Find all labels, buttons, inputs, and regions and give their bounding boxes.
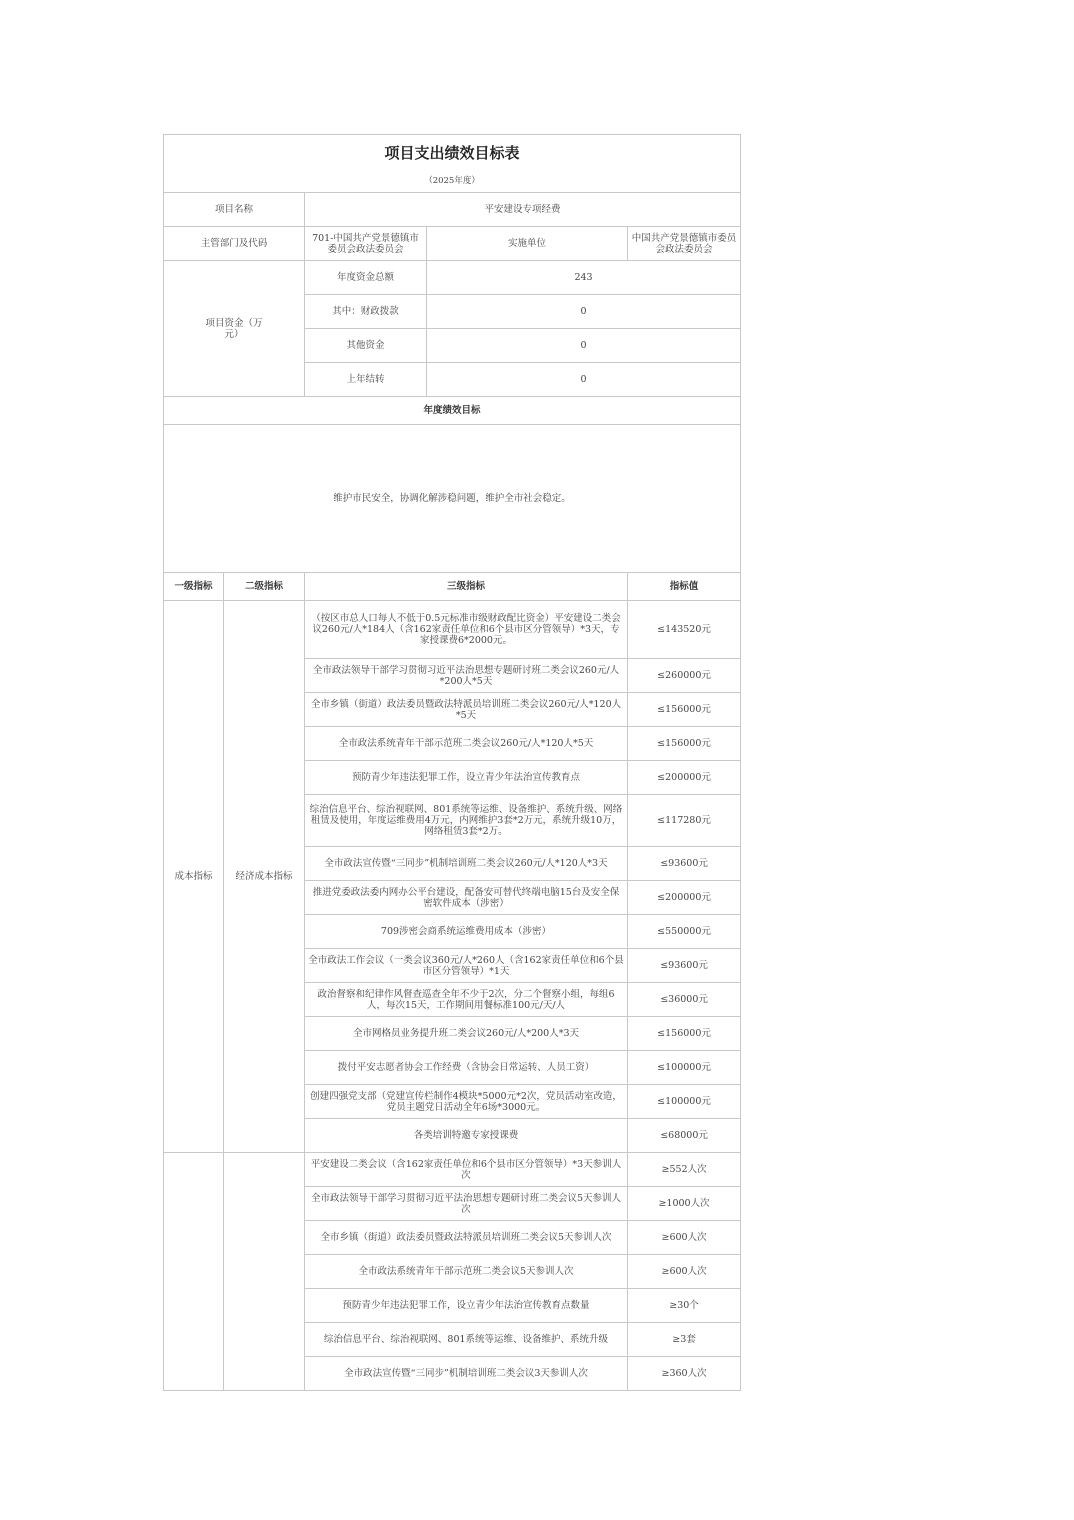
header-level1: 一级指标 xyxy=(164,573,224,601)
indicator-name: 709涉密会商系统运维费用成本（涉密） xyxy=(305,915,628,949)
annual-goal-text: 维护市民安全，协调化解涉稳问题，维护全市社会稳定。 xyxy=(164,425,741,573)
indicator-value: ≤200000元 xyxy=(628,761,741,795)
cost-level1: 成本指标 xyxy=(164,601,224,1153)
year-label: （2025年度） xyxy=(164,172,741,193)
indicator-value: ≤93600元 xyxy=(628,847,741,881)
output-level2 xyxy=(224,1153,305,1391)
indicator-value: ≥600人次 xyxy=(628,1255,741,1289)
indicator-name: 创建四强党支部（党建宣传栏制作4模块*5000元*2次，党员活动室改造，党员主题党日活动全年6场*3000元。 xyxy=(305,1085,628,1119)
fund-row-value: 0 xyxy=(427,329,741,363)
fund-row-label: 其他资金 xyxy=(305,329,427,363)
indicator-value: ≤550000元 xyxy=(628,915,741,949)
indicator-name: （按区市总人口每人不低于0.5元标准市级财政配比资金）平安建设二类会议260元/人*184人（含162家责任单位和6个县市区分管领导）*3天，专家授课费6*2000元。 xyxy=(305,601,628,659)
header-level2: 二级指标 xyxy=(224,573,305,601)
output-level1 xyxy=(164,1153,224,1391)
indicator-name: 全市政法系统青年干部示范班二类会议260元/人*120人*5天 xyxy=(305,727,628,761)
dept-label: 主管部门及代码 xyxy=(164,227,305,261)
performance-target-table xyxy=(163,134,741,1391)
fund-row-value: 0 xyxy=(427,295,741,329)
header-value: 指标值 xyxy=(628,573,741,601)
indicator-name: 全市乡镇（街道）政法委员暨政法特派员培训班二类会议260元/人*120人*5天 xyxy=(305,693,628,727)
fund-row-label: 年度资金总额 xyxy=(305,261,427,295)
indicator-name: 各类培训特邀专家授课费 xyxy=(305,1119,628,1153)
indicator-value: ≤156000元 xyxy=(628,1017,741,1051)
impl-unit-value: 中国共产党景德镇市委员会政法委员会 xyxy=(628,227,741,261)
indicator-value: ≤100000元 xyxy=(628,1085,741,1119)
indicator-value: ≤156000元 xyxy=(628,727,741,761)
fund-row-label: 上年结转 xyxy=(305,363,427,397)
performance-target-sheet xyxy=(163,134,740,1391)
indicator-name: 推进党委政法委内网办公平台建设，配备安可替代终端电脑15台及安全保密软件成本（涉密） xyxy=(305,881,628,915)
indicator-name: 平安建设二类会议（含162家责任单位和6个县市区分管领导）*3天参训人次 xyxy=(305,1153,628,1187)
indicator-value: ≥360人次 xyxy=(628,1357,741,1391)
indicator-name: 预防青少年违法犯罪工作，设立青少年法治宣传教育点数量 xyxy=(305,1289,628,1323)
indicator-value: ≤68000元 xyxy=(628,1119,741,1153)
indicator-value: ≤156000元 xyxy=(628,693,741,727)
project-name-value: 平安建设专项经费 xyxy=(305,193,741,227)
annual-goal-label: 年度绩效目标 xyxy=(164,397,741,425)
indicator-name: 全市政法宣传暨“三同步”机制培训班二类会议260元/人*120人*3天 xyxy=(305,847,628,881)
indicator-name: 预防青少年违法犯罪工作，设立青少年法治宣传教育点 xyxy=(305,761,628,795)
indicator-value: ≤36000元 xyxy=(628,983,741,1017)
fund-row-label: 其中：财政拨款 xyxy=(305,295,427,329)
indicator-name: 全市政法领导干部学习贯彻习近平法治思想专题研讨班二类会议260元/人*200人*5天 xyxy=(305,659,628,693)
indicator-name: 拨付平安志愿者协会工作经费（含协会日常运转、人员工资） xyxy=(305,1051,628,1085)
impl-unit-label: 实施单位 xyxy=(427,227,628,261)
indicator-value: ≥552人次 xyxy=(628,1153,741,1187)
indicator-name: 综治信息平台、综治视联网、801系统等运维、设备维护、系统升级 xyxy=(305,1323,628,1357)
indicator-value: ≤143520元 xyxy=(628,601,741,659)
table-title: 项目支出绩效目标表 xyxy=(164,135,741,172)
indicator-name: 政治督察和纪律作风督查巡查全年不少于2次，分二个督察小组，每组6人，每次15天，工作期间用餐标准100元/天/人 xyxy=(305,983,628,1017)
indicator-value: ≤260000元 xyxy=(628,659,741,693)
indicator-value: ≥3套 xyxy=(628,1323,741,1357)
indicator-name: 全市政法宣传暨“三同步”机制培训班二类会议3天参训人次 xyxy=(305,1357,628,1391)
cost-level2: 经济成本指标 xyxy=(224,601,305,1153)
indicator-value: ≤100000元 xyxy=(628,1051,741,1085)
dept-value: 701-中国共产党景德镇市委员会政法委员会 xyxy=(305,227,427,261)
header-level3: 三级指标 xyxy=(305,573,628,601)
indicator-name: 综治信息平台、综治视联网、801系统等运维、设备维护、系统升级、网络租赁及使用，年度运维费用4万元，内网维护3套*2万元，系统升级10万，网络租赁3套*2万。 xyxy=(305,795,628,847)
fund-row-value: 243 xyxy=(427,261,741,295)
indicator-value: ≥30个 xyxy=(628,1289,741,1323)
project-name-label: 项目名称 xyxy=(164,193,305,227)
indicator-value: ≤200000元 xyxy=(628,881,741,915)
indicator-value: ≥600人次 xyxy=(628,1221,741,1255)
indicator-name: 全市乡镇（街道）政法委员暨政法特派员培训班二类会议5天参训人次 xyxy=(305,1221,628,1255)
indicator-name: 全市政法工作会议（一类会议360元/人*260人（含162家责任单位和6个县市区分管领导）*1天 xyxy=(305,949,628,983)
indicator-name: 全市政法领导干部学习贯彻习近平法治思想专题研讨班二类会议5天参训人次 xyxy=(305,1187,628,1221)
indicator-value: ≤93600元 xyxy=(628,949,741,983)
indicator-value: ≥1000人次 xyxy=(628,1187,741,1221)
indicator-name: 全市网格员业务提升班二类会议260元/人*200人*3天 xyxy=(305,1017,628,1051)
fund-row-value: 0 xyxy=(427,363,741,397)
indicator-name: 全市政法系统青年干部示范班二类会议5天参训人次 xyxy=(305,1255,628,1289)
funds-label: 项目资金（万元） xyxy=(164,261,305,397)
indicator-value: ≤117280元 xyxy=(628,795,741,847)
